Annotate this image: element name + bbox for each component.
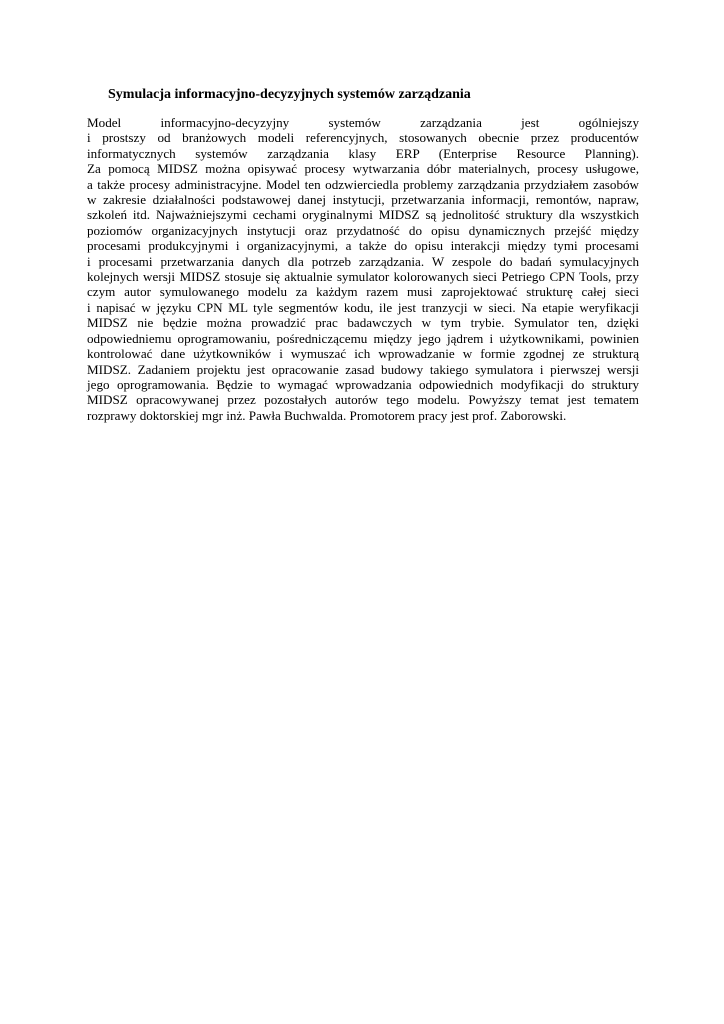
body-line: MIDSZ. Zadaniem projektu jest opracowanie zasad budowy takiego symulatora i pierwszej wersji	[87, 361, 639, 377]
document-content	[87, 86, 639, 423]
body-line: czym autor symulowanego modelu za każdym razem musi zaprojektować strukturę całej sieci	[87, 284, 639, 300]
document-body	[87, 115, 639, 423]
body-line: w zakresie działalności podstawowej danej instytucji, przetwarzania informacji, remontów, napraw,	[87, 192, 639, 208]
body-line: procesami produkcyjnymi i organizacyjnymi, a także do opisu interakcji między tymi procesami	[87, 238, 639, 254]
body-line: jego oprogramowania. Będzie to wymagać wprowadzania odpowiednich modyfikacji do struktury	[87, 376, 639, 392]
body-line: szkoleń itd. Najważniejszymi cechami oryginalnymi MIDSZ są jednolitość struktury dla wszystkich	[87, 207, 639, 223]
body-line: i napisać w języku CPN ML tyle segmentów kodu, ile jest tranzycji w sieci. Na etapie weryfikacji	[87, 299, 639, 315]
body-line: informatycznych systemów zarządzania klasy ERP (Enterprise Resource Planning).	[87, 145, 639, 161]
body-line: i procesami przetwarzania danych dla potrzeb zarządzania. W zespole do badań symulacyjnych	[87, 253, 639, 269]
body-line: a także procesy administracyjne. Model ten odzwierciedla problemy zarządzania przydziałem zasobów	[87, 176, 639, 192]
document-title: Symulacja informacyjno-decyzyjnych systemów zarządzania	[108, 87, 471, 102]
body-line: odpowiedniemu oprogramowaniu, pośredniczącemu między jego jądrem i użytkownikami, powinien	[87, 330, 639, 346]
body-line: Za pomocą MIDSZ można opisywać procesy wytwarzania dóbr materialnych, procesy usługowe,	[87, 161, 639, 177]
body-line: Model informacyjno-decyzyjny systemów zarządzania jest ogólniejszy	[87, 115, 639, 130]
body-line: kolejnych wersji MIDSZ stosuje się aktualnie symulator kolorowanych sieci Petriego CPN Tools, przy	[87, 269, 639, 285]
body-line: MIDSZ opracowywanej przez pozostałych autorów tego modelu. Powyższy temat jest tematem	[87, 392, 639, 408]
body-line: poziomów organizacyjnych instytucji oraz przydatność do opisu dynamicznych przejść między	[87, 222, 639, 238]
body-line-last: rozprawy doktorskiej mgr inż. Pawła Buchwalda. Promotorem pracy jest prof. Zaborowski.	[87, 407, 567, 423]
body-line: i prostszy od branżowych modeli referencyjnych, stosowanych obecnie przez producentów	[87, 130, 639, 146]
body-line: MIDSZ nie będzie można prowadzić prac badawczych w tym trybie. Symulator ten, dzięki	[87, 315, 639, 331]
body-line: kontrolować dane użytkowników i wymuszać ich wprowadzanie w formie zgodnej ze strukturą	[87, 346, 639, 362]
